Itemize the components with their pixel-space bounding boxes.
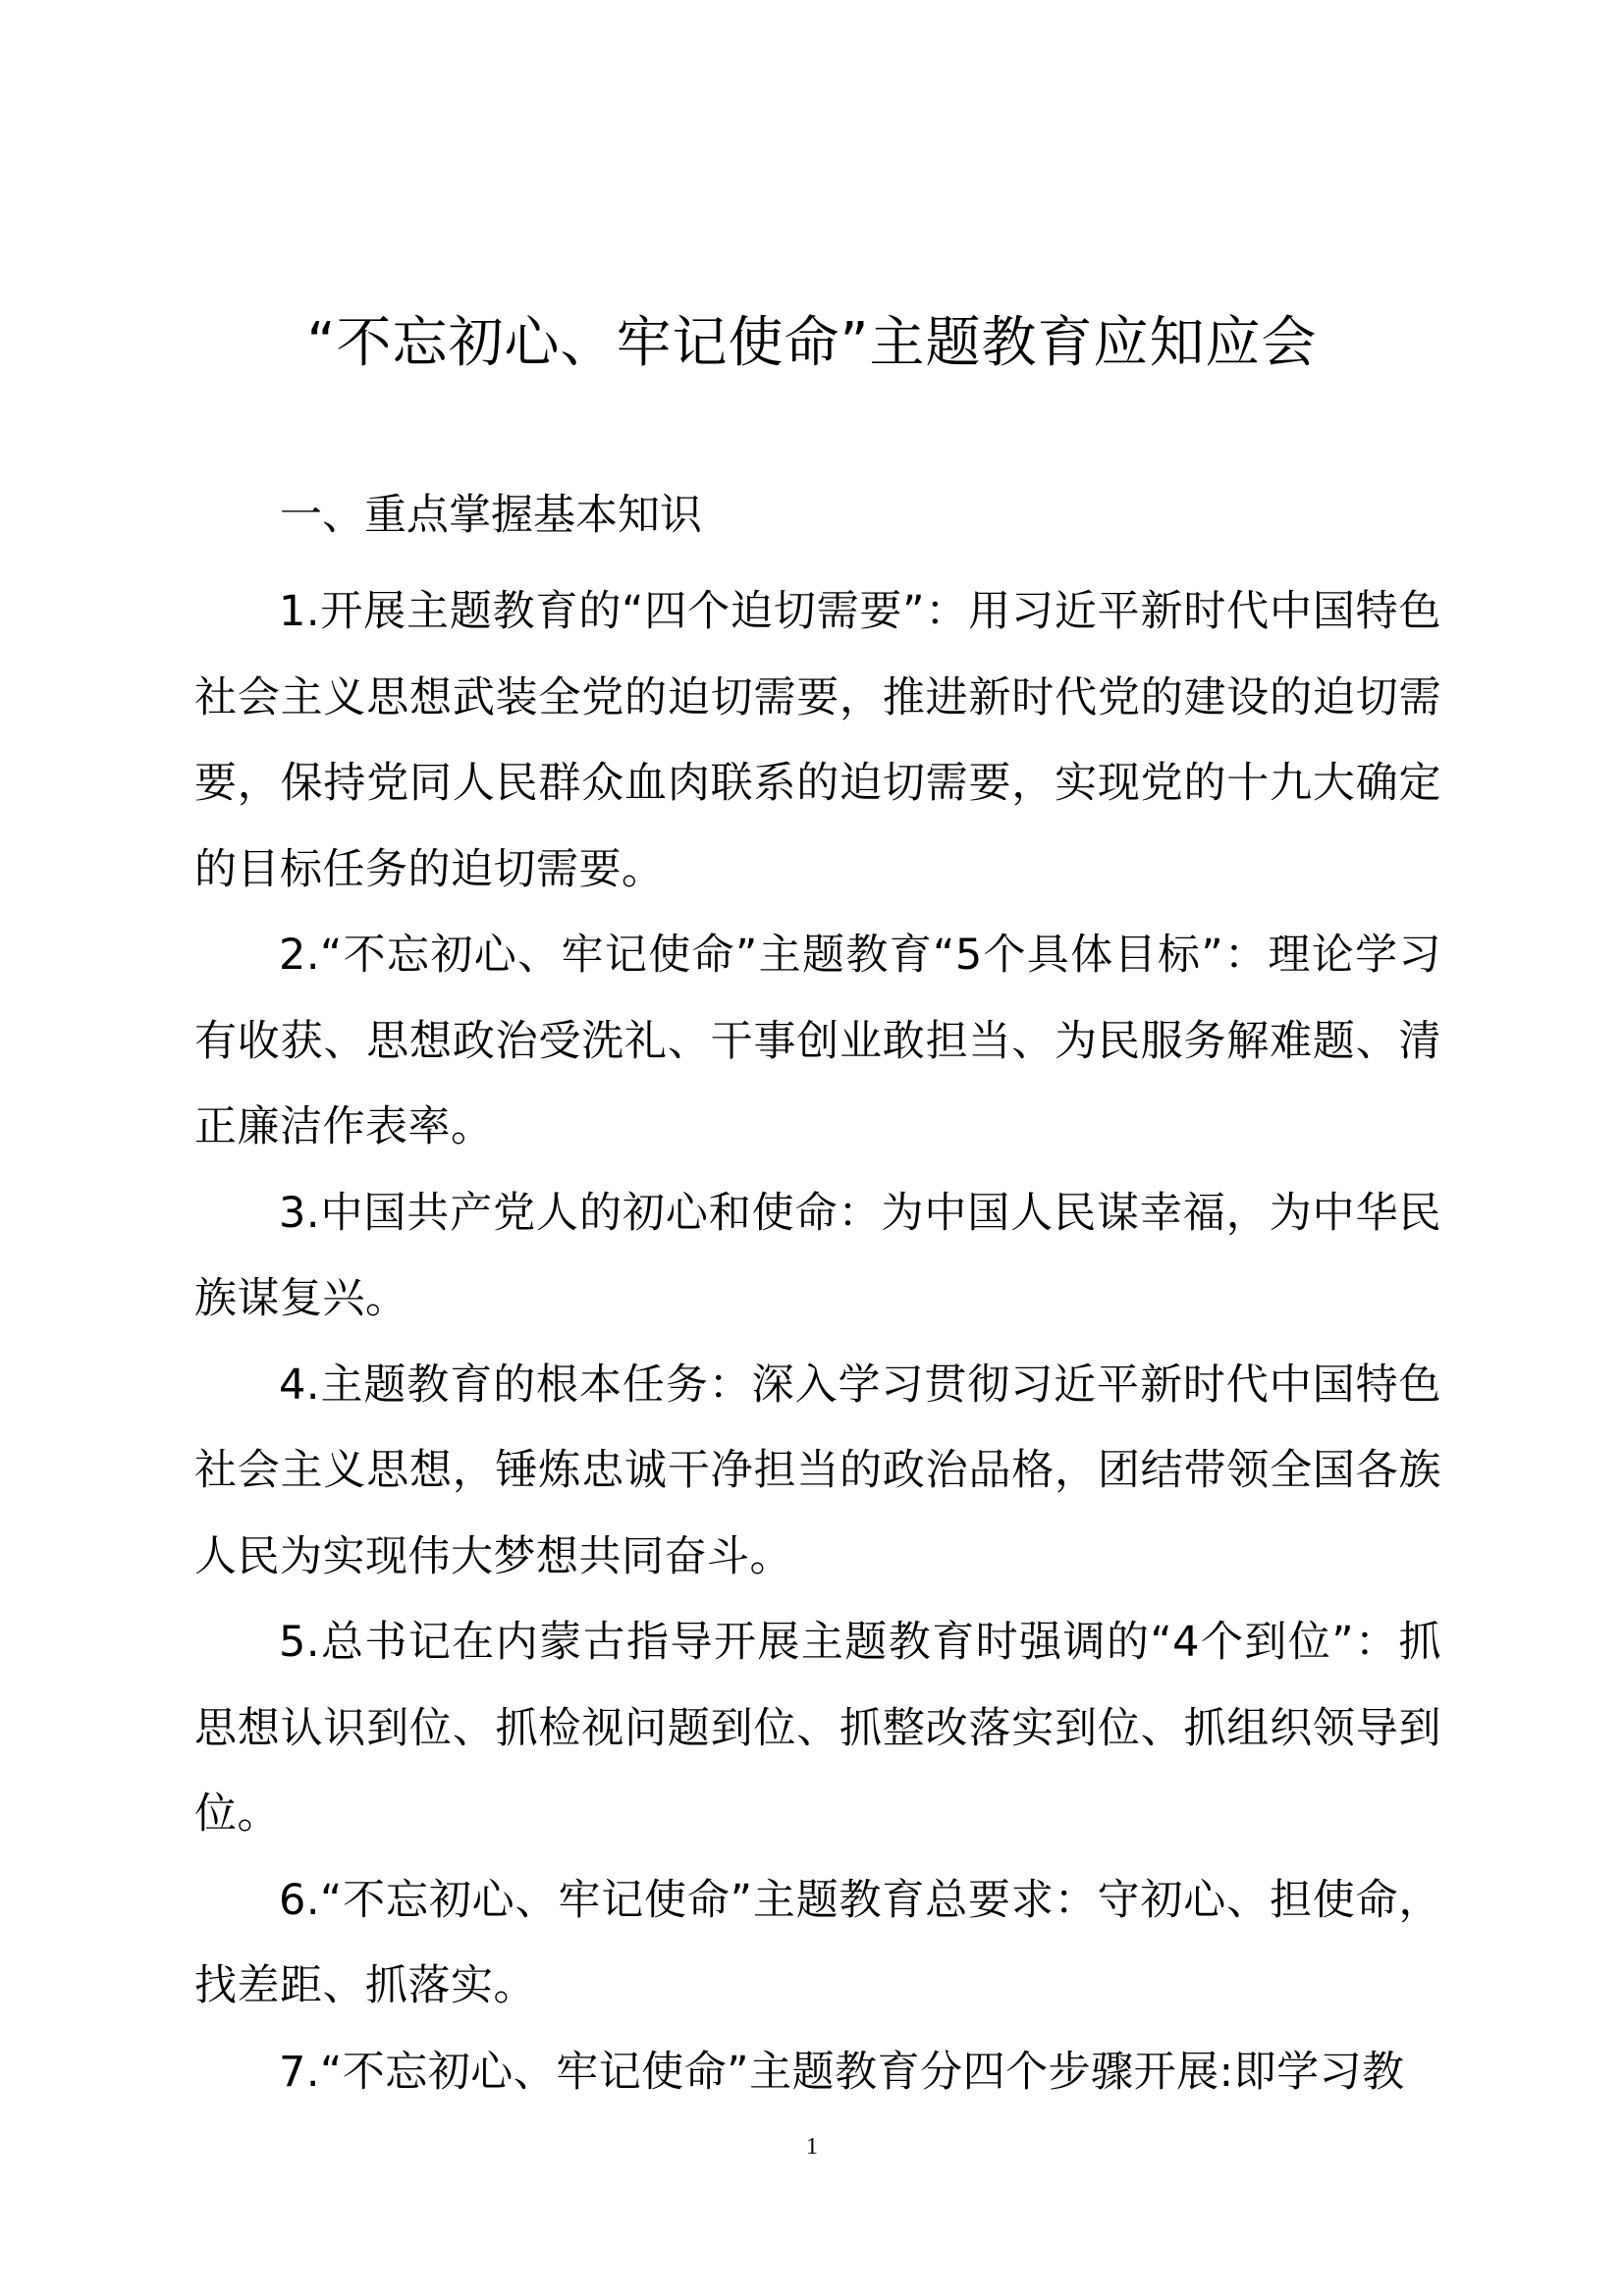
paragraph-4: 4.主题教育的根本任务：深入学习贯彻习近平新时代中国特色社会主义思想，锤炼忠诚干净担当的政治品格，团结带领全国各族人民为实现伟大梦想共同奋斗。 — [194, 1360, 1441, 1581]
paragraph-7: 7.“不忘初心、牢记使命”主题教育分四个步骤开展:即学习教 — [279, 2047, 1405, 2097]
document-body — [194, 569, 1441, 2115]
paragraph-3: 3.中国共产党人的初心和使命：为中国人民谋幸福，为中华民族谋复兴。 — [194, 1188, 1441, 1323]
paragraph-1: 1.开展主题教育的“四个迫切需要”：用习近平新时代中国特色社会主义思想武装全党的迫切需要，推进新时代党的建设的迫切需要，保持党同人民群众血肉联系的迫切需要，实现党的十九大确定的目标任务的迫切需要。 — [194, 587, 1441, 894]
document-title: “不忘初心、牢记使命”主题教育应知应会 — [306, 311, 1318, 375]
page-number: 1 — [806, 2134, 818, 2160]
paragraph-6: 6.“不忘初心、牢记使命”主题教育总要求：守初心、担使命，找差距、抓落实。 — [194, 1875, 1441, 2010]
paragraph-2: 2.“不忘初心、牢记使命”主题教育“5个具体目标”：理论学习有收获、思想政治受洗礼、干事创业敢担当、为民服务解难题、清正廉洁作表率。 — [194, 931, 1441, 1151]
paragraph-5: 5.总书记在内蒙古指导开展主题教育时强调的“4个到位”：抓思想认识到位、抓检视问题到位、抓整改落实到位、抓组织领导到位。 — [194, 1618, 1441, 1839]
section-heading: 一、重点掌握基本知识 — [280, 491, 702, 540]
